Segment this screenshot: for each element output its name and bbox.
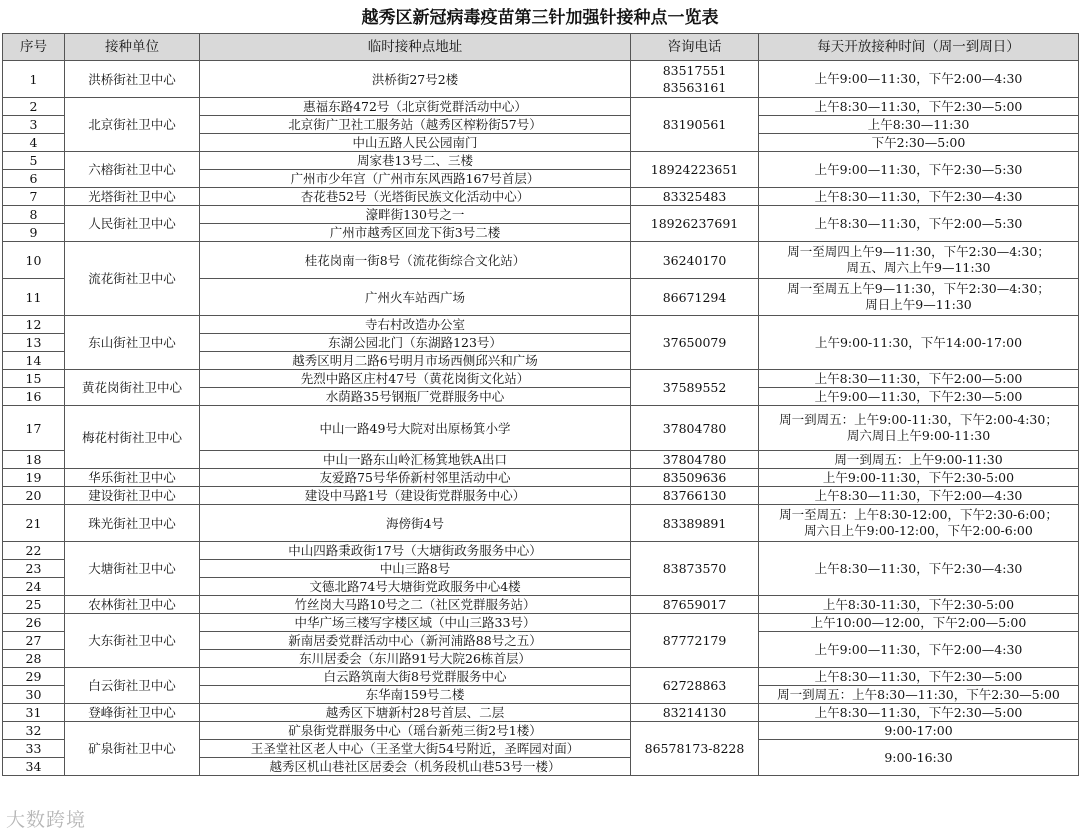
row-unit: 建设街社卫中心: [65, 487, 200, 505]
table-row: [3, 614, 1079, 632]
phone-number: 37804780: [662, 420, 727, 436]
row-time: [759, 134, 1079, 152]
row-time: [759, 487, 1079, 505]
opening-time: 上午9:00—11:30，下午2:00—4:30: [814, 641, 1023, 657]
row-address: 王圣堂社区老人中心（王圣堂大街54号附近，圣晖园对面）: [200, 740, 631, 758]
row-time: [759, 704, 1079, 722]
table-row: [3, 704, 1079, 722]
row-address: 广州市少年宫（广州市东风西路167号首层）: [200, 170, 631, 188]
phone-number: 83766130: [662, 488, 727, 503]
row-address: 洪桥街27号2楼: [200, 61, 631, 98]
row-unit: 珠光街社卫中心: [65, 505, 200, 542]
opening-time: 周一到周五：上午8:30—11:30，下午2:30—5:00: [777, 686, 1060, 702]
phone-number: 37804780: [662, 452, 727, 467]
opening-time: 周日上午9—11:30: [865, 297, 972, 312]
row-seq: 8: [3, 206, 65, 224]
row-address: 越秀区明月二路6号明月市场西侧邱兴和广场: [200, 352, 631, 370]
row-phone: [631, 188, 759, 206]
row-address: 东川居委会（东川路91号大院26栋首层）: [200, 650, 631, 668]
row-seq: 26: [3, 614, 65, 632]
phone-number: 86671294: [662, 289, 727, 305]
row-address: 惠福东路472号（北京街党群活动中心）: [200, 98, 631, 116]
row-time: [759, 668, 1079, 686]
row-unit: 矿泉街社卫中心: [65, 722, 200, 776]
table-row: [3, 152, 1079, 170]
row-time: [759, 316, 1079, 370]
vaccination-sites-table: [2, 33, 1079, 776]
row-seq: 2: [3, 98, 65, 116]
row-address: 先烈中路区庄村47号（黄花岗街文化站）: [200, 370, 631, 388]
row-time: [759, 740, 1079, 776]
opening-time: 上午9:00—11:30，下午2:00—4:30: [814, 71, 1023, 86]
row-seq: 24: [3, 578, 65, 596]
row-seq: 14: [3, 352, 65, 370]
row-address: 桂花岗南一街8号（流花街综合文化站）: [200, 242, 631, 279]
row-address: 北京街广卫社工服务站（越秀区榨粉街57号）: [200, 116, 631, 134]
row-seq: 6: [3, 170, 65, 188]
opening-time: 周六周日上午9:00-11:30: [846, 428, 991, 443]
row-time: [759, 388, 1079, 406]
row-seq: 16: [3, 388, 65, 406]
phone-number: 37650079: [662, 335, 727, 350]
row-address: 中山五路人民公园南门: [200, 134, 631, 152]
row-time: [759, 505, 1079, 542]
row-seq: 22: [3, 542, 65, 560]
table-row: [3, 542, 1079, 560]
row-seq: 27: [3, 632, 65, 650]
row-address: 矿泉街党群服务中心（瑶台新苑三街2号1楼）: [200, 722, 631, 740]
row-seq: 17: [3, 406, 65, 451]
opening-time: 下午2:30—5:00: [871, 134, 966, 150]
row-address: 东湖公园北门（东湖路123号）: [200, 334, 631, 352]
row-address: 杏花巷52号（光塔街民族文化活动中心）: [200, 188, 631, 206]
opening-time: 上午8:30—11:30，下午2:30—5:00: [814, 98, 1023, 114]
table-row: [3, 370, 1079, 388]
row-unit: 光塔街社卫中心: [65, 188, 200, 206]
row-address: 中山一路49号大院对出原杨箕小学: [200, 406, 631, 451]
phone-number: 83517551: [662, 63, 727, 78]
row-time: [759, 686, 1079, 704]
row-unit: 大塘街社卫中心: [65, 542, 200, 596]
row-address: 建设中马路1号（建设街党群服务中心）: [200, 487, 631, 505]
table-row: [3, 406, 1079, 451]
row-address: 竹丝岗大马路10号之二（社区党群服务站）: [200, 596, 631, 614]
row-time: [759, 370, 1079, 388]
table-row: [3, 469, 1079, 487]
row-seq: 5: [3, 152, 65, 170]
opening-time: 周一至周五上午9—11:30，下午2:30—4:30；: [787, 281, 1050, 296]
header-seq: 序号: [3, 34, 65, 61]
opening-time: 上午8:30—11:30，下午2:30—5:00: [814, 668, 1023, 684]
row-phone: [631, 668, 759, 704]
row-address: 中山四路秉政街17号（大塘街政务服务中心）: [200, 542, 631, 560]
table-row: [3, 722, 1079, 740]
opening-time: 周一到周五：上午9:00-11:30，下午2:00-4:30；: [779, 412, 1058, 427]
row-unit: 人民街社卫中心: [65, 206, 200, 242]
row-seq: 4: [3, 134, 65, 152]
row-address: 友爱路75号华侨新村邻里活动中心: [200, 469, 631, 487]
phone-number: 86578173-8228: [644, 741, 745, 756]
row-phone: [631, 61, 759, 98]
phone-number: 87772179: [662, 633, 727, 648]
row-seq: 9: [3, 224, 65, 242]
opening-time: 周五、周六上午9—11:30: [846, 260, 991, 275]
row-phone: [631, 596, 759, 614]
opening-time: 上午10:00—12:00，下午2:00—5:00: [810, 614, 1027, 630]
row-address: 文德北路74号大塘街党政服务中心4楼: [200, 578, 631, 596]
phone-number: 83325483: [662, 189, 727, 204]
opening-time: 上午8:30—11:30，下午2:30—4:30: [814, 188, 1023, 204]
row-seq: 7: [3, 188, 65, 206]
row-unit: 北京街社卫中心: [65, 98, 200, 152]
row-seq: 10: [3, 242, 65, 279]
table-row: [3, 316, 1079, 334]
row-address: 越秀区下塘新村28号首层、二层: [200, 704, 631, 722]
row-phone: [631, 542, 759, 596]
table-row: [3, 505, 1079, 542]
opening-time: 周一到周五：上午9:00-11:30: [834, 451, 1003, 467]
phone-number: 83873570: [662, 561, 727, 576]
opening-time: 上午9:00-11:30，下午14:00-17:00: [814, 334, 1023, 350]
phone-number: 37589552: [662, 380, 727, 395]
opening-time: 上午8:30—11:30，下午2:00—4:30: [814, 487, 1023, 503]
row-phone: [631, 614, 759, 668]
opening-time: 上午8:30—11:30，下午2:30—5:00: [814, 704, 1023, 720]
table-header-row: [3, 34, 1079, 61]
row-unit: 华乐街社卫中心: [65, 469, 200, 487]
row-time: [759, 279, 1079, 316]
opening-time: 上午9:00-11:30，下午2:30-5:00: [822, 469, 1015, 485]
row-phone: [631, 316, 759, 370]
row-time: [759, 116, 1079, 134]
row-seq: 34: [3, 758, 65, 776]
opening-time: 周六日上午9:00-12:00，下午2:00-6:00: [804, 523, 1033, 538]
row-phone: [631, 406, 759, 451]
phone-number: 83389891: [662, 515, 727, 531]
row-time: [759, 614, 1079, 632]
opening-time: 上午8:30—11:30，下午2:00—5:30: [814, 215, 1023, 231]
row-seq: 33: [3, 740, 65, 758]
opening-time: 周一至周五：上午8:30-12:00，下午2:30-6:00；: [779, 507, 1058, 522]
row-address: 广州市越秀区回龙下街3号二楼: [200, 224, 631, 242]
row-address: 中山一路东山岭汇杨箕地铁A出口: [200, 451, 631, 469]
opening-time: 上午8:30-11:30，下午2:30-5:00: [822, 596, 1015, 612]
row-phone: [631, 242, 759, 279]
row-seq: 28: [3, 650, 65, 668]
row-address: 新南居委党群活动中心（新河浦路88号之五）: [200, 632, 631, 650]
row-seq: 32: [3, 722, 65, 740]
phone-number: 83509636: [662, 470, 727, 485]
row-phone: [631, 98, 759, 152]
phone-number: 18926237691: [650, 216, 739, 231]
opening-time: 上午8:30—11:30，下午2:30—4:30: [814, 560, 1023, 576]
row-address: 周家巷13号二、三楼: [200, 152, 631, 170]
row-unit: 登峰街社卫中心: [65, 704, 200, 722]
opening-time: 上午8:30—11:30: [867, 116, 970, 132]
phone-number: 62728863: [662, 678, 727, 693]
row-seq: 23: [3, 560, 65, 578]
table-row: [3, 242, 1079, 279]
row-seq: 11: [3, 279, 65, 316]
row-unit: 六榕街社卫中心: [65, 152, 200, 188]
phone-number: 87659017: [662, 597, 727, 612]
watermark-logo: 大数跨境: [6, 809, 87, 831]
row-seq: 31: [3, 704, 65, 722]
row-seq: 21: [3, 505, 65, 542]
table-row: [3, 98, 1079, 116]
row-time: [759, 188, 1079, 206]
row-unit: 梅花村街社卫中心: [65, 406, 200, 469]
row-time: [759, 632, 1079, 668]
row-address: 中华广场三楼写字楼区域（中山三路33号）: [200, 614, 631, 632]
phone-number: 18924223651: [650, 162, 739, 177]
row-time: [759, 152, 1079, 188]
row-unit: 白云街社卫中心: [65, 668, 200, 704]
opening-time: 上午8:30—11:30，下午2:00—5:00: [814, 370, 1023, 386]
table-row: [3, 61, 1079, 98]
table-row: [3, 188, 1079, 206]
row-unit: 东山街社卫中心: [65, 316, 200, 370]
row-address: 东华南159号二楼: [200, 686, 631, 704]
row-time: [759, 242, 1079, 279]
row-time: [759, 722, 1079, 740]
row-seq: 1: [3, 61, 65, 98]
phone-number: 83563161: [662, 80, 727, 95]
header-time: 每天开放接种时间（周一到周日）: [759, 34, 1079, 61]
row-unit: 洪桥街社卫中心: [65, 61, 200, 98]
header-phone: 咨询电话: [631, 34, 759, 61]
row-seq: 13: [3, 334, 65, 352]
header-unit: 接种单位: [65, 34, 200, 61]
table-body: [3, 61, 1079, 776]
opening-time: 周一至周四上午9—11:30，下午2:30—4:30；: [787, 244, 1050, 259]
row-time: [759, 61, 1079, 98]
row-seq: 30: [3, 686, 65, 704]
row-seq: 25: [3, 596, 65, 614]
row-time: [759, 206, 1079, 242]
opening-time: 上午9:00—11:30，下午2:30—5:30: [814, 161, 1023, 177]
row-seq: 18: [3, 451, 65, 469]
row-unit: 大东街社卫中心: [65, 614, 200, 668]
opening-time: 9:00-16:30: [884, 749, 953, 765]
table-row: [3, 206, 1079, 224]
row-seq: 15: [3, 370, 65, 388]
row-unit: 黄花岗街社卫中心: [65, 370, 200, 406]
row-seq: 3: [3, 116, 65, 134]
table-title: 越秀区新冠病毒疫苗第三针加强针接种点一览表: [361, 8, 719, 28]
row-phone: [631, 206, 759, 242]
phone-number: 83190561: [662, 117, 727, 132]
row-address: 广州火车站西广场: [200, 279, 631, 316]
row-address: 水荫路35号钢瓶厂党群服务中心: [200, 388, 631, 406]
row-address: 濠畔街130号之一: [200, 206, 631, 224]
row-time: [759, 469, 1079, 487]
phone-number: 83214130: [662, 705, 727, 720]
table-row: [3, 596, 1079, 614]
row-address: 海傍街4号: [200, 505, 631, 542]
row-phone: [631, 451, 759, 469]
row-seq: 29: [3, 668, 65, 686]
row-phone: [631, 722, 759, 776]
row-time: [759, 406, 1079, 451]
row-unit: 农林街社卫中心: [65, 596, 200, 614]
row-seq: 12: [3, 316, 65, 334]
row-seq: 20: [3, 487, 65, 505]
row-address: 白云路筑南大街8号党群服务中心: [200, 668, 631, 686]
row-unit: 流花街社卫中心: [65, 242, 200, 316]
row-address: 中山三路8号: [200, 560, 631, 578]
row-seq: 19: [3, 469, 65, 487]
table-row: [3, 668, 1079, 686]
phone-number: 36240170: [662, 252, 727, 268]
row-time: [759, 451, 1079, 469]
row-time: [759, 596, 1079, 614]
row-time: [759, 98, 1079, 116]
row-phone: [631, 469, 759, 487]
row-phone: [631, 704, 759, 722]
row-address: 寺右村改造办公室: [200, 316, 631, 334]
header-address: 临时接种点地址: [200, 34, 631, 61]
row-phone: [631, 487, 759, 505]
row-phone: [631, 152, 759, 188]
opening-time: 9:00-17:00: [884, 722, 953, 738]
table-row: [3, 487, 1079, 505]
row-time: [759, 542, 1079, 596]
opening-time: 上午9:00—11:30，下午2:30—5:00: [814, 388, 1023, 404]
row-phone: [631, 370, 759, 406]
row-phone: [631, 279, 759, 316]
row-address: 越秀区机山巷社区居委会（机务段机山巷53号一楼）: [200, 758, 631, 776]
row-phone: [631, 505, 759, 542]
